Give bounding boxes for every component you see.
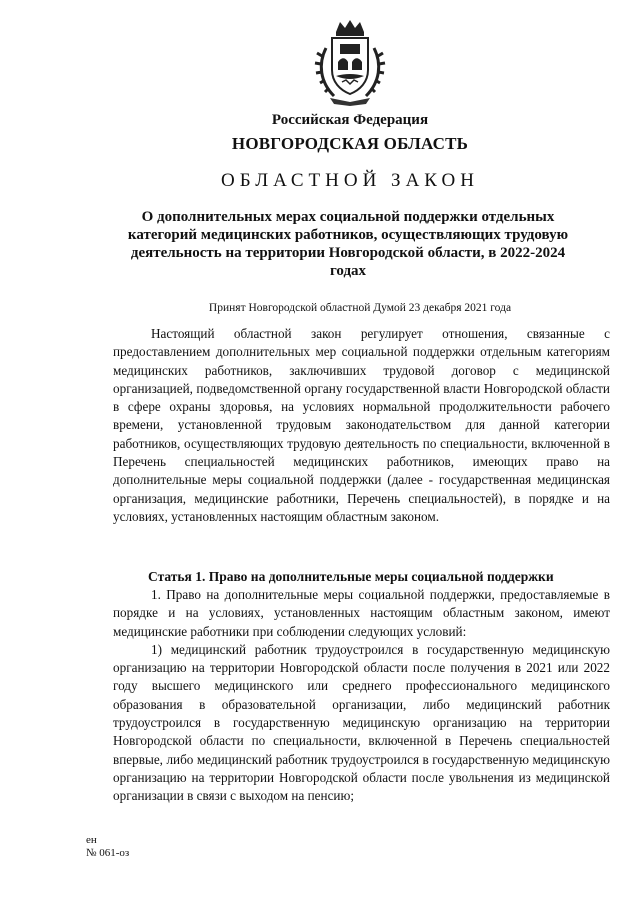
law-title: О дополнительных мерах социальной поддержки отдельных категорий медицинских работников, осуществляющих трудовую деятельность на территории Новгородской области, в 2022-2024 годах bbox=[127, 209, 569, 279]
region-heading: НОВГОРОДСКАЯ ОБЛАСТЬ bbox=[231, 134, 469, 153]
preamble-paragraph bbox=[113, 325, 610, 526]
article-1-body bbox=[113, 586, 610, 806]
footer-law-number: № 061-оз bbox=[86, 847, 130, 859]
adoption-note: Принят Новгородской областной Думой 23 декабря 2021 года bbox=[208, 302, 512, 314]
preamble-text: Настоящий областной закон регулирует отношения, связанные с предоставлением дополнительных мер социальной поддержки отдельным категориям медицинских работников, заключивших трудовой договор с медицинской организацией, подведомственной органу государственной власти Новгородской области в сфере охраны здоровья, на условиях нормальной продолжительности рабочего времени, установленной трудовым законодательством для данной категории работников, осуществляющих трудовую деятельность по специальности, включенной в Перечень специальностей медицинских работников, имеющих право на дополнительные меры социальной поддержки (далее - государственная медицинская организация, медицинские работники, Перечень специальностей), в порядке и на условиях, установленных настоящим областным законом. bbox=[113, 326, 610, 524]
article-1-heading: Статья 1. Право на дополнительные меры социальной поддержки bbox=[148, 569, 554, 584]
footer-initials: ен bbox=[86, 834, 97, 846]
article-1-clause-1: 1. Право на дополнительные меры социальной поддержки, предоставляемые в порядке и на условиях, установленных настоящим областным законом, имеют медицинские работники при соблюдении следующих условий: bbox=[113, 587, 610, 639]
coat-of-arms-emblem bbox=[312, 18, 388, 106]
federation-heading: Российская Федерация bbox=[271, 112, 429, 128]
article-1-item-1: 1) медицинский работник трудоустроился в государственную медицинскую организацию на территории Новгородской области после получения в 2021 или 2022 году высшего медицинского или среднего профессионального медицинского образования в образовательной организации, либо медицинский работник трудоустроился в государственную медицинскую организацию на территории Новгородской области по специальности, включенной в Перечень специальностей впервые, либо медицинский работник трудоустроился в государственную медицинскую организацию на территории Новгородской области после увольнения из медицинской организации в связи с выходом на пенсию; bbox=[113, 641, 610, 804]
document-footer bbox=[86, 834, 129, 860]
document-type-heading: ОБЛАСТНОЙ ЗАКОН bbox=[221, 170, 479, 191]
